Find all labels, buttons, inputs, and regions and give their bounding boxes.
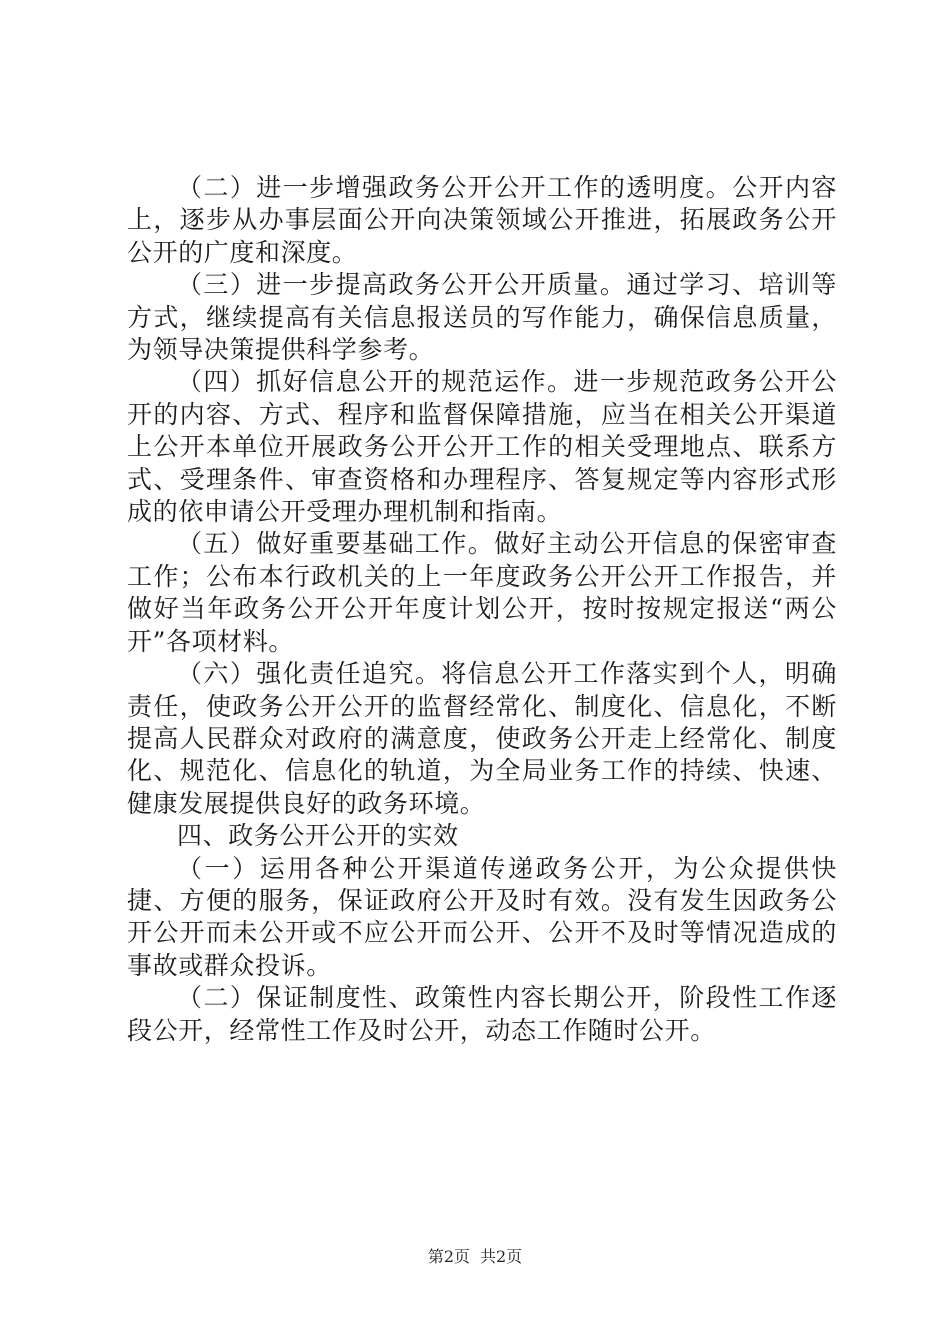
document-body [127, 172, 837, 1047]
section-heading-effectiveness: 四、政务公开公开的实效 [177, 821, 459, 851]
paragraph-standard-operation: （四）抓好信息公开的规范运作。进一步规范政务公开公开的内容、方式、程序和监督保障措施，应当在相关公开渠道上公开本单位开展政务公开公开工作的相关受理地点、联系方式、受理条件、审查资格和办理程序、答复规定等内容形式形成的依申请公开受理办理机制和指南。 [127, 367, 837, 527]
paragraph-accountability: （六）强化责任追究。将信息公开工作落实到个人，明确责任，使政务公开公开的监督经常化、制度化、信息化，不断提高人民群众对政府的满意度，使政务公开走上经常化、制度化、规范化、信息化的轨道，为全局业务工作的持续、快速、健康发展提供良好的政务环境。 [127, 659, 837, 818]
paragraph-guarantee-disclosure: （二）保证制度性、政策性内容长期公开，阶段性工作逐段公开，经常性工作及时公开，动态工作随时公开。 [127, 983, 837, 1045]
page-number-total: 共2页 [480, 1247, 523, 1266]
paragraph-improve-quality: （三）进一步提高政务公开公开质量。通过学习、培训等方式，继续提高有关信息报送员的写作能力，确保信息质量，为领导决策提供科学参考。 [127, 270, 837, 365]
page-number-current: 第2页 [427, 1247, 470, 1266]
paragraph-channels: （一）运用各种公开渠道传递政务公开，为公众提供快捷、方便的服务，保证政府公开及时有效。没有发生因政务公开公开而未公开或不应公开而公开、公开不及时等情况造成的事故或群众投诉。 [127, 853, 837, 980]
paragraph-improve-transparency: （二）进一步增强政务公开公开工作的透明度。公开内容上，逐步从办事层面公开向决策领域公开推进，拓展政务公开公开的广度和深度。 [127, 173, 837, 267]
paragraph-basic-work: （五）做好重要基础工作。做好主动公开信息的保密审查工作；公布本行政机关的上一年度政务公开公开工作报告，并做好当年政务公开公开年度计划公开，按时按规定报送“两公开”各项材料。 [127, 529, 837, 656]
page-footer [0, 1244, 950, 1267]
